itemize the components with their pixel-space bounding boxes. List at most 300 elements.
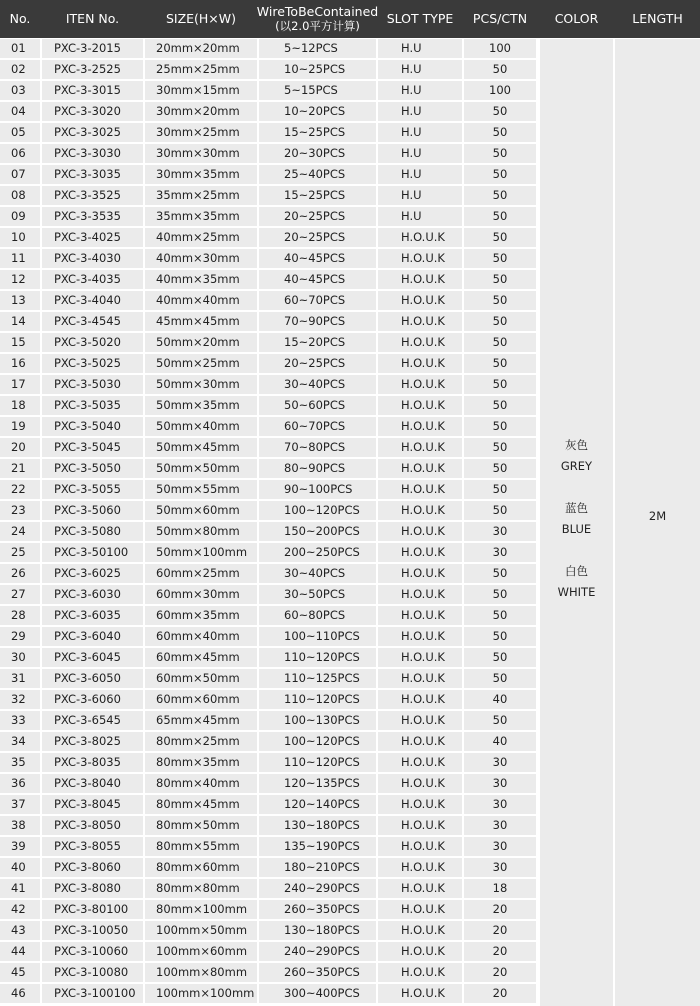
slot-type-cell: H.O.U.K [378,774,462,793]
wire-capacity-cell: 20~25PCS [259,207,376,226]
item-no-cell: PXC-3-3030 [42,144,143,163]
size-cell: 50mm×80mm [145,522,257,541]
size-cell: 80mm×45mm [145,795,257,814]
table-row [0,311,538,332]
row-no-cell: 19 [0,417,40,436]
row-no-cell: 07 [0,165,40,184]
slot-type-cell: H.O.U.K [378,627,462,646]
row-no-cell: 13 [0,291,40,310]
color-white-en: WHITE [557,585,596,599]
slot-type-cell: H.O.U.K [378,606,462,625]
item-no-cell: PXC-3-4040 [42,291,143,310]
row-no-cell: 23 [0,501,40,520]
table-row [0,920,538,941]
table-row [0,143,538,164]
slot-type-cell: H.O.U.K [378,858,462,877]
pcs-per-ctn-cell: 50 [464,333,536,352]
wire-capacity-cell: 30~40PCS [259,375,376,394]
pcs-per-ctn-cell: 50 [464,102,536,121]
item-no-cell: PXC-3-3035 [42,165,143,184]
table-row [0,962,538,983]
wire-capacity-cell: 30~40PCS [259,564,376,583]
item-no-cell: PXC-3-6040 [42,627,143,646]
item-no-cell: PXC-3-5080 [42,522,143,541]
table-row [0,836,538,857]
item-no-cell: PXC-3-8035 [42,753,143,772]
size-cell: 50mm×20mm [145,333,257,352]
size-cell: 30mm×30mm [145,144,257,163]
row-no-cell: 27 [0,585,40,604]
item-no-cell: PXC-3-5055 [42,480,143,499]
slot-type-cell: H.O.U.K [378,228,462,247]
table-row [0,878,538,899]
size-cell: 45mm×45mm [145,312,257,331]
color-blue-cn: 蓝色 [565,501,588,515]
item-no-cell: PXC-3-8055 [42,837,143,856]
item-no-cell: PXC-3-4035 [42,270,143,289]
table-row [0,416,538,437]
item-no-cell: PXC-3-3015 [42,81,143,100]
table-row [0,332,538,353]
color-grey-en: GREY [560,459,593,473]
wire-capacity-cell: 110~120PCS [259,690,376,709]
wire-capacity-cell: 10~25PCS [259,60,376,79]
slot-type-cell: H.O.U.K [378,837,462,856]
pcs-per-ctn-cell: 50 [464,564,536,583]
length-column [615,39,700,1006]
row-no-cell: 18 [0,396,40,415]
row-no-cell: 42 [0,900,40,919]
pcs-per-ctn-cell: 50 [464,375,536,394]
wire-capacity-cell: 240~290PCS [259,879,376,898]
item-no-cell: PXC-3-8045 [42,795,143,814]
pcs-per-ctn-cell: 50 [464,123,536,142]
size-cell: 35mm×35mm [145,207,257,226]
row-no-cell: 30 [0,648,40,667]
pcs-per-ctn-cell: 40 [464,690,536,709]
item-no-cell: PXC-3-5035 [42,396,143,415]
row-no-cell: 02 [0,60,40,79]
item-no-cell: PXC-3-5060 [42,501,143,520]
wire-capacity-cell: 20~25PCS [259,228,376,247]
table-row [0,374,538,395]
wire-capacity-cell: 110~120PCS [259,648,376,667]
pcs-per-ctn-cell: 50 [464,165,536,184]
table-row [0,710,538,731]
item-no-cell: PXC-3-6060 [42,690,143,709]
wire-capacity-cell: 130~180PCS [259,921,376,940]
row-no-cell: 37 [0,795,40,814]
header-wire-line1: WireToBeContained [256,4,379,19]
header-pcs-ctn: PCS/CTN [472,11,528,26]
wire-capacity-cell: 60~70PCS [259,417,376,436]
pcs-per-ctn-cell: 30 [464,816,536,835]
pcs-per-ctn-cell: 50 [464,648,536,667]
table-row [0,248,538,269]
wire-capacity-cell: 100~110PCS [259,627,376,646]
pcs-per-ctn-cell: 50 [464,312,536,331]
slot-type-cell: H.O.U.K [378,249,462,268]
wire-capacity-cell: 25~40PCS [259,165,376,184]
table-row [0,500,538,521]
row-no-cell: 43 [0,921,40,940]
size-cell: 40mm×30mm [145,249,257,268]
item-no-cell: PXC-3-6030 [42,585,143,604]
size-cell: 40mm×40mm [145,291,257,310]
slot-type-cell: H.O.U.K [378,816,462,835]
color-white-cn: 白色 [565,564,588,578]
wire-capacity-cell: 110~120PCS [259,753,376,772]
size-cell: 35mm×25mm [145,186,257,205]
row-no-cell: 20 [0,438,40,457]
wire-capacity-cell: 130~180PCS [259,816,376,835]
row-no-cell: 26 [0,564,40,583]
pcs-per-ctn-cell: 50 [464,396,536,415]
header-no: No. [9,11,31,26]
pcs-per-ctn-cell: 50 [464,585,536,604]
pcs-per-ctn-cell: 20 [464,921,536,940]
pcs-per-ctn-cell: 50 [464,417,536,436]
size-cell: 60mm×45mm [145,648,257,667]
slot-type-cell: H.O.U.K [378,375,462,394]
item-no-cell: PXC-3-4545 [42,312,143,331]
size-cell: 50mm×35mm [145,396,257,415]
item-no-cell: PXC-3-8080 [42,879,143,898]
wire-capacity-cell: 90~100PCS [259,480,376,499]
row-no-cell: 44 [0,942,40,961]
table-row [0,122,538,143]
size-cell: 50mm×50mm [145,459,257,478]
wire-capacity-cell: 120~135PCS [259,774,376,793]
size-cell: 50mm×25mm [145,354,257,373]
item-no-cell: PXC-3-100100 [42,984,143,1003]
slot-type-cell: H.U [378,81,462,100]
wire-capacity-cell: 5~15PCS [259,81,376,100]
wire-capacity-cell: 260~350PCS [259,900,376,919]
wire-capacity-cell: 260~350PCS [259,963,376,982]
item-no-cell: PXC-3-8040 [42,774,143,793]
slot-type-cell: H.O.U.K [378,732,462,751]
row-no-cell: 14 [0,312,40,331]
pcs-per-ctn-cell: 50 [464,207,536,226]
size-cell: 50mm×30mm [145,375,257,394]
table-row [0,731,538,752]
row-no-cell: 38 [0,816,40,835]
pcs-per-ctn-cell: 50 [464,501,536,520]
row-no-cell: 24 [0,522,40,541]
size-cell: 30mm×25mm [145,123,257,142]
item-no-cell: PXC-3-5050 [42,459,143,478]
table-row [0,479,538,500]
row-no-cell: 32 [0,690,40,709]
size-cell: 100mm×60mm [145,942,257,961]
color-column [540,39,613,1006]
pcs-per-ctn-cell: 30 [464,522,536,541]
header-color: COLOR [554,11,599,26]
header-wire [256,0,379,38]
slot-type-cell: H.O.U.K [378,459,462,478]
table-row [0,290,538,311]
size-cell: 80mm×40mm [145,774,257,793]
size-cell: 50mm×40mm [145,417,257,436]
row-no-cell: 41 [0,879,40,898]
item-no-cell: PXC-3-3025 [42,123,143,142]
table-row [0,185,538,206]
size-cell: 60mm×35mm [145,606,257,625]
item-no-cell: PXC-3-50100 [42,543,143,562]
row-no-cell: 03 [0,81,40,100]
size-cell: 60mm×50mm [145,669,257,688]
table-row [0,899,538,920]
slot-type-cell: H.U [378,102,462,121]
pcs-per-ctn-cell: 50 [464,291,536,310]
table-row [0,815,538,836]
item-no-cell: PXC-3-6045 [42,648,143,667]
wire-capacity-cell: 20~30PCS [259,144,376,163]
slot-type-cell: H.O.U.K [378,921,462,940]
item-no-cell: PXC-3-6025 [42,564,143,583]
pcs-per-ctn-cell: 50 [464,186,536,205]
table-row [0,773,538,794]
size-cell: 100mm×50mm [145,921,257,940]
table-row [0,794,538,815]
row-no-cell: 16 [0,354,40,373]
slot-type-cell: H.O.U.K [378,522,462,541]
slot-type-cell: H.U [378,207,462,226]
size-cell: 80mm×55mm [145,837,257,856]
pcs-per-ctn-cell: 50 [464,228,536,247]
slot-type-cell: H.O.U.K [378,417,462,436]
row-no-cell: 33 [0,711,40,730]
pcs-per-ctn-cell: 20 [464,984,536,1003]
size-cell: 20mm×20mm [145,39,257,58]
row-no-cell: 10 [0,228,40,247]
table-row [0,857,538,878]
row-no-cell: 09 [0,207,40,226]
row-no-cell: 31 [0,669,40,688]
wire-capacity-cell: 10~20PCS [259,102,376,121]
pcs-per-ctn-cell: 30 [464,837,536,856]
table-row [0,227,538,248]
slot-type-cell: H.O.U.K [378,963,462,982]
slot-type-cell: H.O.U.K [378,270,462,289]
slot-type-cell: H.O.U.K [378,480,462,499]
pcs-per-ctn-cell: 50 [464,438,536,457]
pcs-per-ctn-cell: 18 [464,879,536,898]
slot-type-cell: H.O.U.K [378,354,462,373]
row-no-cell: 25 [0,543,40,562]
slot-type-cell: H.O.U.K [378,984,462,1003]
pcs-per-ctn-cell: 30 [464,543,536,562]
size-cell: 80mm×60mm [145,858,257,877]
slot-type-cell: H.U [378,186,462,205]
slot-type-cell: H.O.U.K [378,564,462,583]
wire-capacity-cell: 20~25PCS [259,354,376,373]
pcs-per-ctn-cell: 50 [464,606,536,625]
size-cell: 30mm×15mm [145,81,257,100]
pcs-per-ctn-cell: 20 [464,942,536,961]
slot-type-cell: H.O.U.K [378,795,462,814]
pcs-per-ctn-cell: 50 [464,480,536,499]
row-no-cell: 08 [0,186,40,205]
slot-type-cell: H.O.U.K [378,942,462,961]
size-cell: 80mm×35mm [145,753,257,772]
wire-capacity-cell: 120~140PCS [259,795,376,814]
size-cell: 60mm×60mm [145,690,257,709]
table-row [0,206,538,227]
size-cell: 50mm×60mm [145,501,257,520]
size-cell: 50mm×100mm [145,543,257,562]
pcs-per-ctn-cell: 30 [464,774,536,793]
wire-capacity-cell: 135~190PCS [259,837,376,856]
color-blue-en: BLUE [561,522,592,536]
pcs-per-ctn-cell: 20 [464,900,536,919]
row-no-cell: 11 [0,249,40,268]
header-wire-line2: (以2.0平方计算) [275,19,360,33]
color-grey-cn: 灰色 [565,438,588,452]
table-row [0,38,538,59]
wire-capacity-cell: 5~12PCS [259,39,376,58]
size-cell: 40mm×25mm [145,228,257,247]
item-no-cell: PXC-3-4025 [42,228,143,247]
row-no-cell: 15 [0,333,40,352]
wire-capacity-cell: 30~50PCS [259,585,376,604]
size-cell: 80mm×80mm [145,879,257,898]
pcs-per-ctn-cell: 30 [464,858,536,877]
item-no-cell: PXC-3-8025 [42,732,143,751]
table-row [0,605,538,626]
pcs-per-ctn-cell: 50 [464,60,536,79]
size-cell: 30mm×20mm [145,102,257,121]
slot-type-cell: H.O.U.K [378,648,462,667]
wire-capacity-cell: 60~70PCS [259,291,376,310]
row-no-cell: 40 [0,858,40,877]
pcs-per-ctn-cell: 30 [464,753,536,772]
table-row [0,395,538,416]
pcs-per-ctn-cell: 50 [464,249,536,268]
row-no-cell: 12 [0,270,40,289]
table-row [0,59,538,80]
length-value: 2M [648,509,667,523]
wire-capacity-cell: 15~25PCS [259,123,376,142]
item-no-cell: PXC-3-5040 [42,417,143,436]
item-no-cell: PXC-3-6050 [42,669,143,688]
table-row [0,101,538,122]
item-no-cell: PXC-3-5020 [42,333,143,352]
pcs-per-ctn-cell: 50 [464,459,536,478]
wire-capacity-cell: 80~90PCS [259,459,376,478]
wire-capacity-cell: 110~125PCS [259,669,376,688]
size-cell: 60mm×25mm [145,564,257,583]
pcs-per-ctn-cell: 100 [464,39,536,58]
wire-capacity-cell: 180~210PCS [259,858,376,877]
size-cell: 40mm×35mm [145,270,257,289]
table-header [0,0,700,38]
table-row [0,689,538,710]
slot-type-cell: H.O.U.K [378,543,462,562]
size-cell: 30mm×35mm [145,165,257,184]
size-cell: 80mm×25mm [145,732,257,751]
pcs-per-ctn-cell: 20 [464,963,536,982]
wire-capacity-cell: 15~20PCS [259,333,376,352]
item-no-cell: PXC-3-5030 [42,375,143,394]
item-no-cell: PXC-3-6035 [42,606,143,625]
wire-capacity-cell: 200~250PCS [259,543,376,562]
size-cell: 80mm×50mm [145,816,257,835]
header-item-no: ITEN No. [65,11,120,26]
wire-capacity-cell: 40~45PCS [259,249,376,268]
slot-type-cell: H.O.U.K [378,291,462,310]
slot-type-cell: H.O.U.K [378,312,462,331]
slot-type-cell: H.O.U.K [378,438,462,457]
wire-capacity-cell: 100~130PCS [259,711,376,730]
wire-capacity-cell: 50~60PCS [259,396,376,415]
color-list [540,435,613,603]
pcs-per-ctn-cell: 50 [464,711,536,730]
slot-type-cell: H.U [378,144,462,163]
slot-type-cell: H.O.U.K [378,585,462,604]
table-row [0,563,538,584]
item-no-cell: PXC-3-2525 [42,60,143,79]
size-cell: 65mm×45mm [145,711,257,730]
table-row [0,521,538,542]
wire-capacity-cell: 70~90PCS [259,312,376,331]
wire-capacity-cell: 300~400PCS [259,984,376,1003]
slot-type-cell: H.U [378,123,462,142]
pcs-per-ctn-cell: 100 [464,81,536,100]
slot-type-cell: H.O.U.K [378,879,462,898]
size-cell: 25mm×25mm [145,60,257,79]
item-no-cell: PXC-3-80100 [42,900,143,919]
slot-type-cell: H.O.U.K [378,669,462,688]
size-cell: 80mm×100mm [145,900,257,919]
item-no-cell: PXC-3-8060 [42,858,143,877]
row-no-cell: 01 [0,39,40,58]
table-row [0,269,538,290]
row-no-cell: 35 [0,753,40,772]
row-no-cell: 34 [0,732,40,751]
pcs-per-ctn-cell: 50 [464,627,536,646]
slot-type-cell: H.U [378,39,462,58]
wire-capacity-cell: 100~120PCS [259,732,376,751]
wire-capacity-cell: 15~25PCS [259,186,376,205]
row-no-cell: 04 [0,102,40,121]
item-no-cell: PXC-3-4030 [42,249,143,268]
slot-type-cell: H.O.U.K [378,690,462,709]
pcs-per-ctn-cell: 50 [464,669,536,688]
slot-type-cell: H.O.U.K [378,333,462,352]
item-no-cell: PXC-3-10080 [42,963,143,982]
item-no-cell: PXC-3-3525 [42,186,143,205]
item-no-cell: PXC-3-6545 [42,711,143,730]
size-cell: 100mm×100mm [145,984,257,1003]
table-row [0,668,538,689]
item-no-cell: PXC-3-10050 [42,921,143,940]
header-slot-type: SLOT TYPE [386,11,454,26]
table-row [0,626,538,647]
size-cell: 50mm×55mm [145,480,257,499]
item-no-cell: PXC-3-5025 [42,354,143,373]
slot-type-cell: H.O.U.K [378,900,462,919]
size-cell: 60mm×30mm [145,585,257,604]
wire-capacity-cell: 70~80PCS [259,438,376,457]
table-row [0,353,538,374]
slot-type-cell: H.O.U.K [378,396,462,415]
size-cell: 60mm×40mm [145,627,257,646]
slot-type-cell: H.O.U.K [378,711,462,730]
pcs-per-ctn-cell: 30 [464,795,536,814]
table-row [0,164,538,185]
